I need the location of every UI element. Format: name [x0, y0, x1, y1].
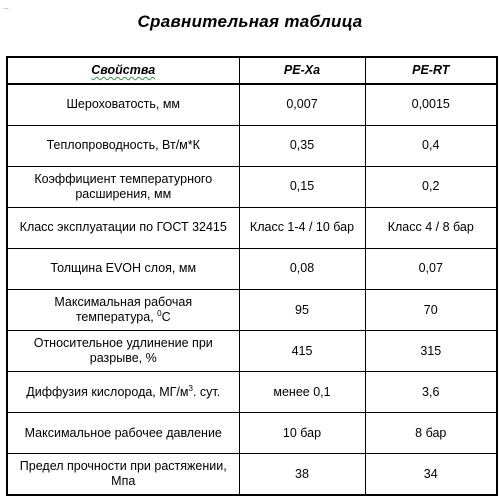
- header-pert: PE-RT: [365, 57, 497, 84]
- label-line-2: Мпа: [111, 474, 136, 489]
- table-row: [7, 289, 497, 330]
- label-line-1: Коэффициент температурного: [34, 171, 213, 186]
- table-row: [7, 248, 497, 289]
- cell-pert: 0,4: [365, 125, 497, 166]
- unit-text: C: [161, 310, 171, 325]
- cell-pert: 0,07: [365, 248, 497, 289]
- row-label: [7, 207, 239, 248]
- cell-pexa: Класс 1-4 / 10 бар: [239, 207, 365, 248]
- degree-superscript: 0: [157, 308, 162, 318]
- label-text: Класс эксплуатации по ГОСТ 32415: [19, 220, 227, 235]
- label-suffix: . сут.: [192, 384, 221, 399]
- header-property: [7, 57, 239, 84]
- row-label: [7, 372, 239, 413]
- cell-pert: 3,6: [365, 372, 497, 413]
- table-row: [7, 372, 497, 413]
- cell-pert: 0,0015: [365, 84, 497, 125]
- cell-pexa: 0,15: [239, 166, 365, 207]
- table-row: [7, 331, 497, 372]
- row-label: [7, 331, 239, 372]
- cell-pexa: 0,08: [239, 248, 365, 289]
- cube-superscript: 3: [188, 383, 193, 393]
- label-text: Толщина EVOH слоя, мм: [50, 261, 197, 276]
- table-row: [7, 166, 497, 207]
- label-line-1: Относительное удлинение при: [33, 336, 213, 351]
- cell-pexa: 0,007: [239, 84, 365, 125]
- row-label: [7, 413, 239, 454]
- row-label: [7, 84, 239, 125]
- page-title: Сравнительная таблица: [137, 12, 363, 31]
- header-pexa: PE-Xa: [239, 57, 365, 84]
- table-row: [7, 413, 497, 454]
- row-label: [7, 125, 239, 166]
- label-text: Максимальное рабочее давление: [24, 425, 222, 440]
- cell-pexa: менее 0,1: [239, 372, 365, 413]
- table-row: [7, 125, 497, 166]
- label-text: Теплопроводность, Вт/м*К: [46, 138, 200, 153]
- cell-pexa: 10 бар: [239, 413, 365, 454]
- row-label: [7, 289, 239, 330]
- table-row: [7, 454, 497, 495]
- label-line-2: температура,: [75, 310, 158, 325]
- cell-pert: 315: [365, 331, 497, 372]
- label-line-1: Максимальная рабочая: [54, 295, 193, 310]
- cell-pexa: 95: [239, 289, 365, 330]
- label-line-1: Предел прочности при растяжении,: [19, 459, 227, 474]
- label-line-2: расширения, мм: [75, 186, 172, 201]
- table-header-row: [7, 57, 497, 84]
- cell-pert: 70: [365, 289, 497, 330]
- label-line-2: разрыве, %: [89, 351, 157, 366]
- row-label: [7, 248, 239, 289]
- cell-pert: 8 бар: [365, 413, 497, 454]
- label-text: Диффузия кислорода, МГ/м: [26, 384, 189, 399]
- row-label: [7, 166, 239, 207]
- cell-pert: 0,2: [365, 166, 497, 207]
- cell-pexa: 415: [239, 331, 365, 372]
- table-row: [7, 207, 497, 248]
- label-text: Шероховатость, мм: [66, 97, 181, 112]
- cell-pexa: 0,35: [239, 125, 365, 166]
- cell-pert: Класс 4 / 8 бар: [365, 207, 497, 248]
- table-row: [7, 84, 497, 125]
- corner-mark: ...: [3, 4, 9, 11]
- header-property-label: Свойства: [91, 63, 156, 77]
- row-label: [7, 454, 239, 495]
- cell-pexa: 38: [239, 454, 365, 495]
- comparison-table: [6, 56, 498, 496]
- cell-pert: 34: [365, 454, 497, 495]
